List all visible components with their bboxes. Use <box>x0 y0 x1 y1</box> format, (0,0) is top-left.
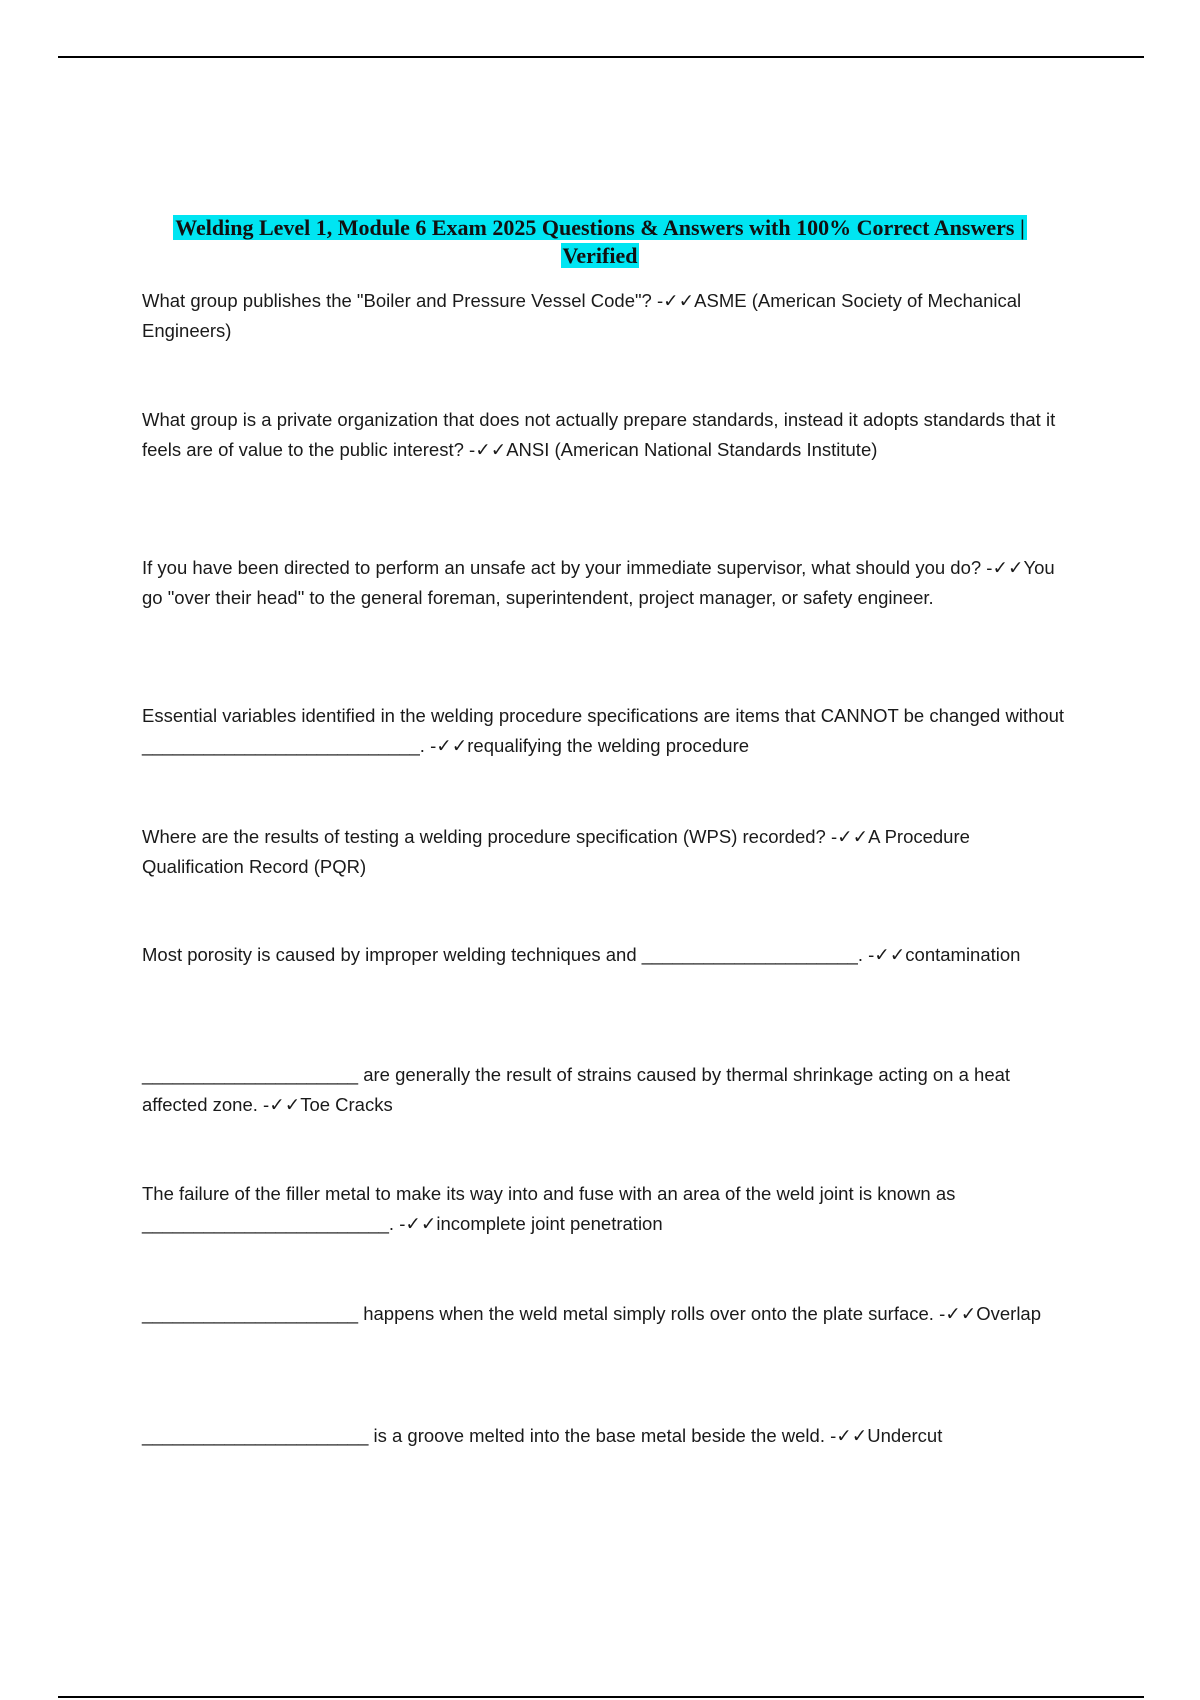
top-rule <box>58 56 1144 58</box>
answer-text: ✓✓incomplete joint penetration <box>405 1213 663 1234</box>
qa-item-8 <box>142 1179 1067 1239</box>
question-text: _____________________ happens when the weld metal simply rolls over onto the plate surface. - <box>142 1303 946 1324</box>
bottom-rule <box>58 1696 1144 1698</box>
answer-text: ✓✓Undercut <box>836 1425 943 1446</box>
answer-text: ✓✓A Procedure Qualification Record (PQR) <box>142 826 970 877</box>
qa-item-5 <box>142 822 1067 882</box>
question-text: What group publishes the "Boiler and Pressure Vessel Code"? - <box>142 290 664 311</box>
document-title <box>140 214 1060 270</box>
answer-text: ✓✓ANSI (American National Standards Institute) <box>475 439 878 460</box>
answer-text: ✓✓Toe Cracks <box>269 1094 393 1115</box>
qa-item-10 <box>142 1421 1067 1451</box>
title-line-2: Verified <box>562 243 638 268</box>
qa-item-4 <box>142 701 1067 761</box>
question-text: If you have been directed to perform an unsafe act by your immediate supervisor, what should you do? - <box>142 557 993 578</box>
answer-text: ✓✓requalifying the welding procedure <box>436 735 750 756</box>
question-text: What group is a private organization that does not actually prepare standards, instead it adopts standards that it feels are of value to the public interest? - <box>142 409 1056 460</box>
qa-item-9 <box>142 1299 1067 1329</box>
question-text: The failure of the filler metal to make its way into and fuse with an area of the weld joint is known as ________________________. - <box>142 1183 956 1234</box>
answer-text: ✓✓You go "over their head" to the general foreman, superintendent, project manager, or safety engineer. <box>142 557 1055 608</box>
answer-text: ✓✓ASME (American Society of Mechanical Engineers) <box>142 290 1022 341</box>
question-text: Essential variables identified in the welding procedure specifications are items that CANNOT be changed without ___________________________. - <box>142 705 1065 756</box>
answer-text: ✓✓Overlap <box>945 1303 1042 1324</box>
qa-item-2 <box>142 405 1067 465</box>
qa-item-1 <box>142 286 1067 346</box>
question-text: _____________________ are generally the result of strains caused by thermal shrinkage acting on a heat affected zone. - <box>142 1064 1011 1115</box>
question-text: Most porosity is caused by improper welding techniques and _____________________. - <box>142 944 875 965</box>
qa-item-7 <box>142 1060 1067 1120</box>
question-text: Where are the results of testing a welding procedure specification (WPS) recorded? - <box>142 826 838 847</box>
qa-item-6 <box>142 940 1067 970</box>
title-line-1: Welding Level 1, Module 6 Exam 2025 Questions & Answers with 100% Correct Answers | <box>175 215 1025 240</box>
qa-item-3 <box>142 553 1067 613</box>
question-text: ______________________ is a groove melted into the base metal beside the weld. - <box>142 1425 837 1446</box>
answer-text: ✓✓contamination <box>874 944 1021 965</box>
